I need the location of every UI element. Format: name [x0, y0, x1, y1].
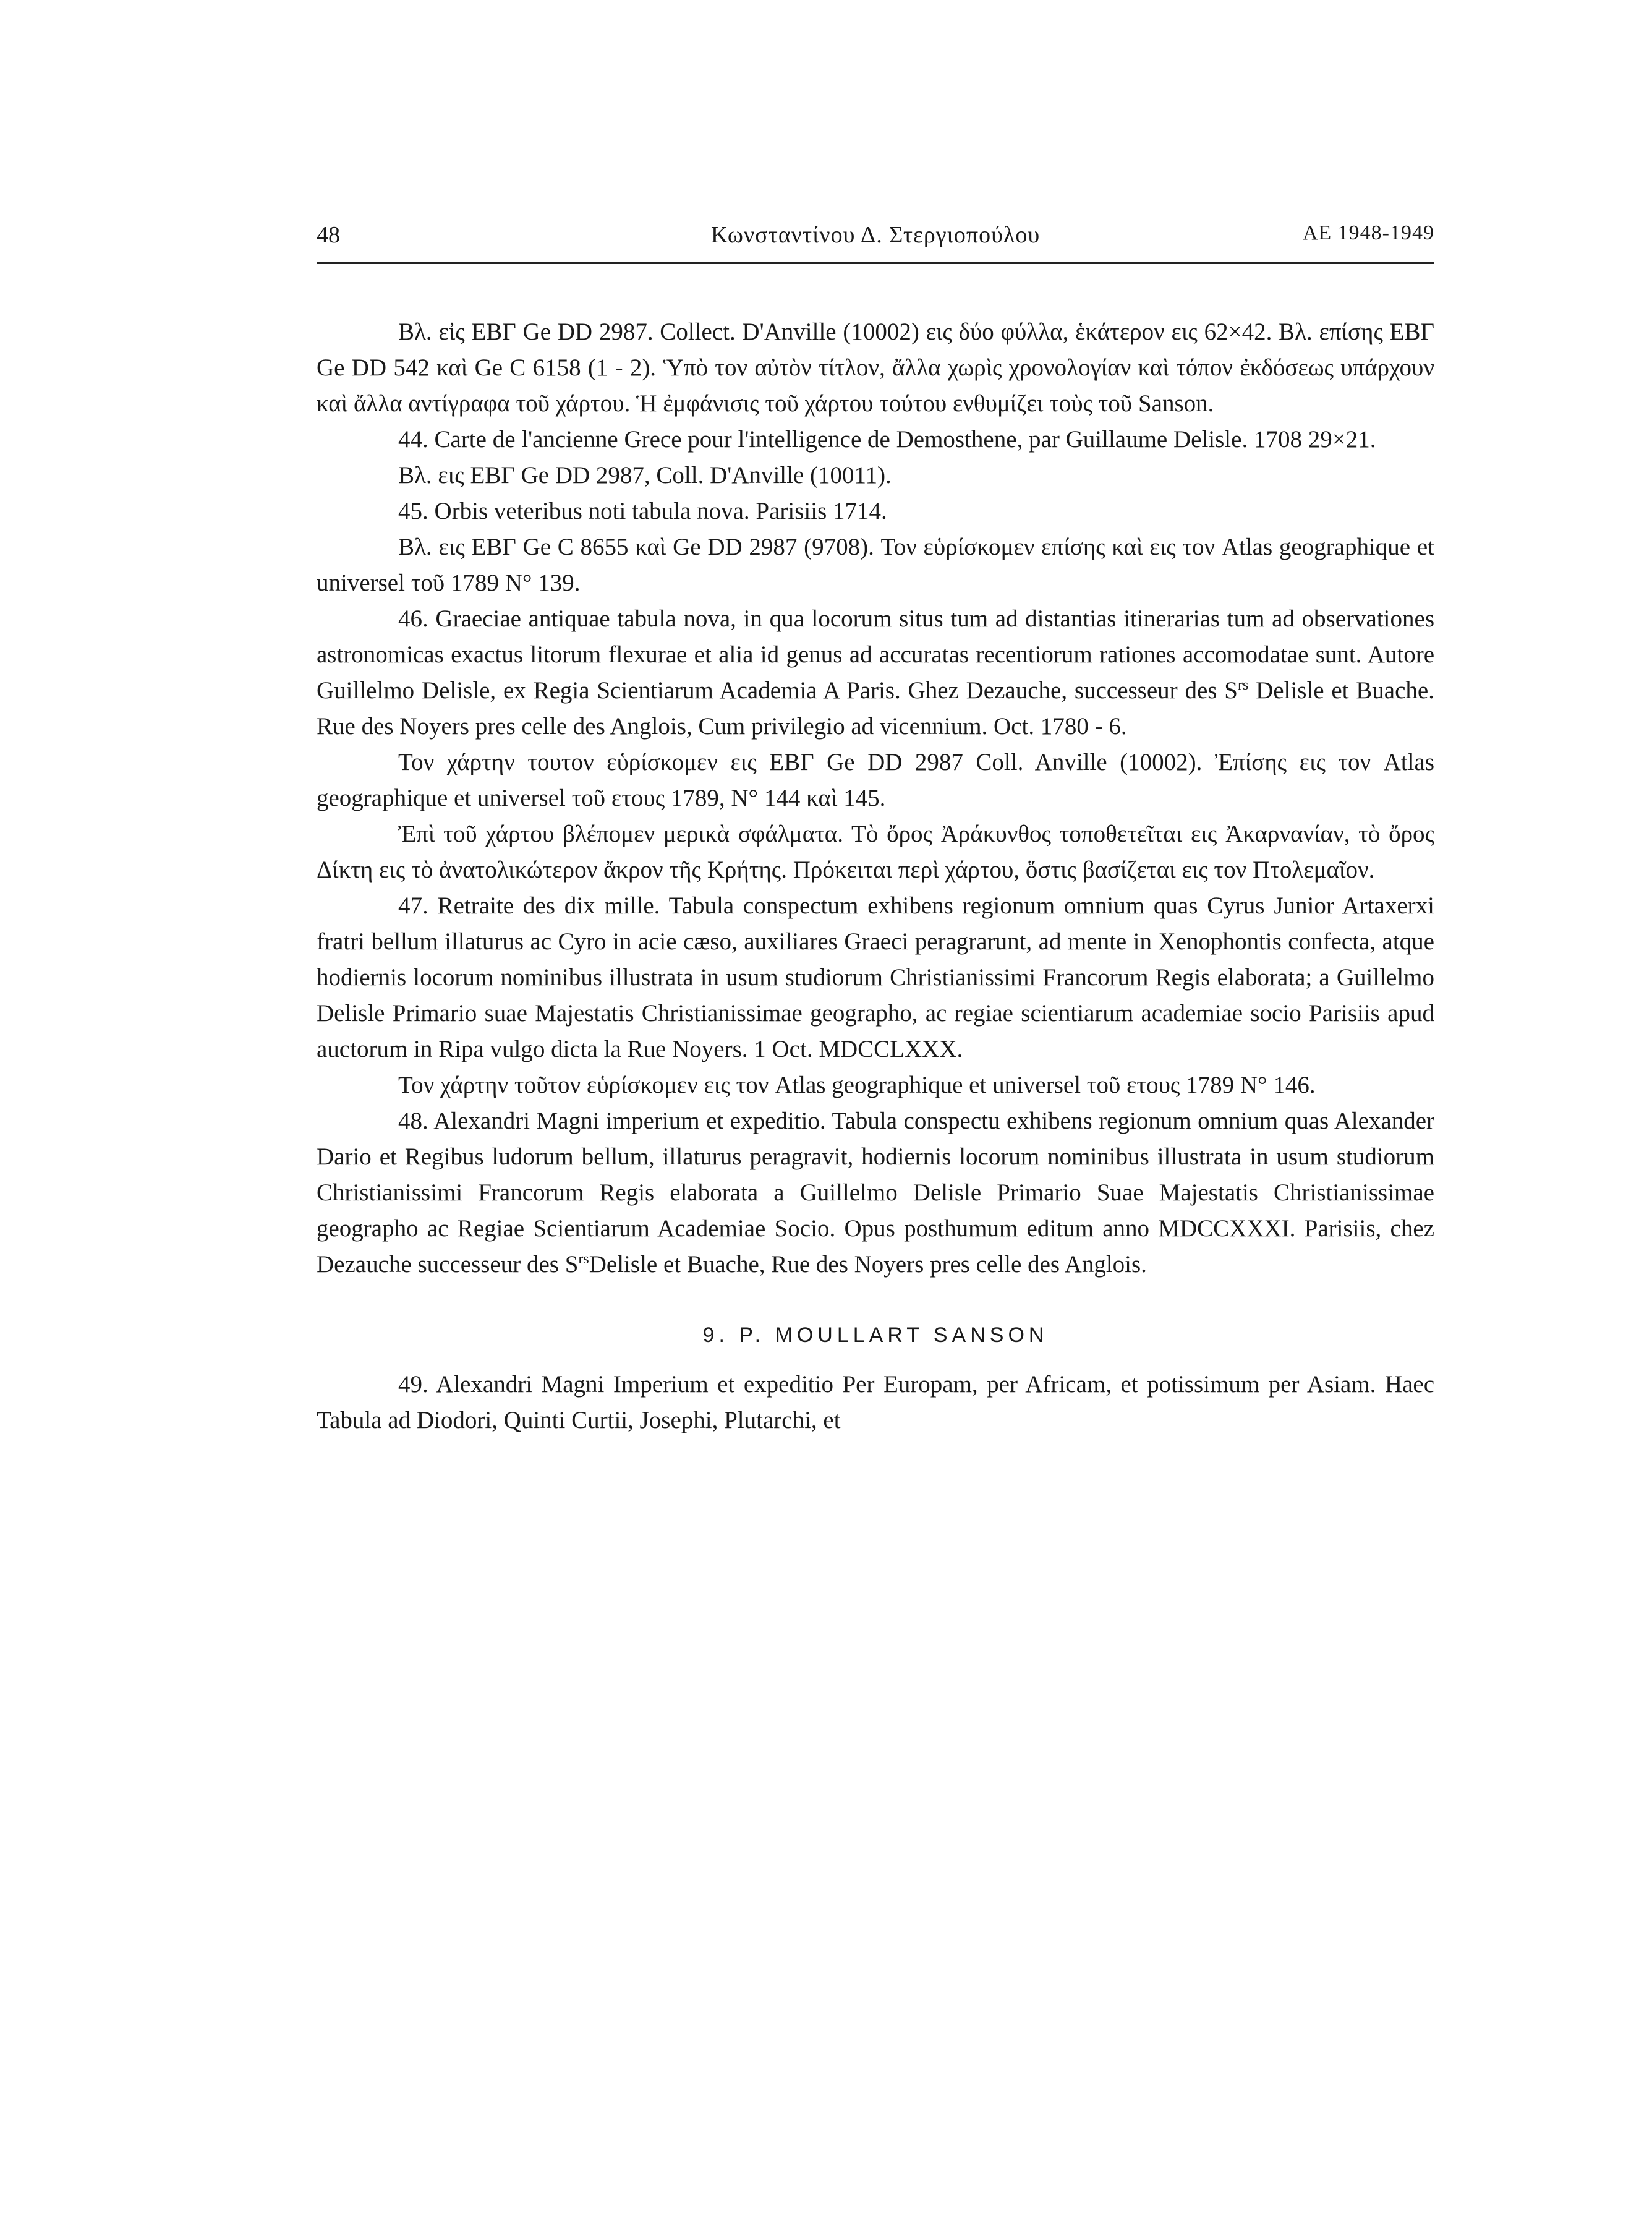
- entry-48-tail: Delisle et Buache, Rue des Noyers pres celle des Anglois.: [589, 1251, 1147, 1278]
- body-text: [317, 314, 1434, 1438]
- entry-49: 49. Alexandri Magni Imperium et expeditio Per Europam, per Africam, et potissimum per Asiam. Haec Tabula ad Diodori, Quinti Curtii, Josephi, Plutarchi, et: [317, 1371, 1434, 1433]
- running-title: Κωνσταντίνου Δ. Στεργιοπούλου: [710, 222, 1041, 248]
- page-header: [317, 221, 1434, 258]
- entry-48-text: 48. Alexandri Magni imperium et expeditio. Tabula conspectu exhibens regionum omnium quas Alexander Dario et Regibus ludorum bellum, illaturus peragravit, hodiernis locorum nominibus illustrata in usum studiorum Christianissimi Francorum Regis elaborata a Guillelmo Delisle Primario Suae Majestatis Christianissimae geographo ac Regiae Scientiarum Academiae Socio. Opus posthumum editum anno MDCCXXXI. Parisiis, chez Dezauche successeur des S: [317, 1108, 1434, 1278]
- volume-label: ΑΕ 1948-1949: [1302, 221, 1434, 244]
- entry-46-tail: Delisle et Buache. Rue des Noyers pres celle des Anglois, Cum privilegio ad vicennium. Oct. 1780 - 6.: [317, 677, 1434, 740]
- entry-48: [317, 1103, 1434, 1283]
- reference-47: Τον χάρτην τοῦτον εὑρίσκομεν εις τον Atlas geographique et universel τοῦ ετους 1789 N° 146.: [398, 1072, 1316, 1098]
- paragraph: Βλ. εἰς ΕΒΓ Ge DD 2987. Collect. D'Anville (10002) εις δύο φύλλα, ἑκάτερον εις 62×42. Βλ. επίσης ΕΒΓ Ge DD 542 καὶ Ge C 6158 (1 - 2). Ὑπὸ τον αὐτὸν τίτλον, ἄλλα χωρὶς χρονολογίαν καὶ τόπον ἐκδόσεως υπάρχουν καὶ ἄλλα αντίγραφα τοῦ χάρτου. Ἡ ἐμφάνισις τοῦ χάρτου τούτου ενθυμίζει τοὺς τοῦ Sanson.: [317, 318, 1434, 417]
- superscript: rs: [578, 1251, 589, 1267]
- entry-46-text: 46. Graeciae antiquae tabula nova, in qua locorum situs tum ad distantias itinerarias tum ad observationes astronomicas exactus litorum flexurae et alia id genus ad accuratas recentiorum rationes accomodatae sunt. Autore Guillelmo Delisle, ex Regia Scientiarum Academia A Paris. Ghez Dezauche, successeur des S: [317, 605, 1434, 704]
- reference-45: Βλ. εις ΕΒΓ Ge C 8655 καὶ Ge DD 2987 (9708). Τον εὑρίσκομεν επίσης καὶ εις τον Atlas geographique et universel τοῦ 1789 N° 139.: [317, 534, 1434, 596]
- page-number: 48: [317, 222, 340, 248]
- reference-44: Βλ. εις ΕΒΓ Ge DD 2987, Coll. D'Anville (10011).: [398, 462, 892, 489]
- reference-46: Τον χάρτην τουτον εὑρίσκομεν εις ΕΒΓ Ge DD 2987 Coll. Anville (10002). Ἐπίσης εις τον Atlas geographique et universel τοῦ ετους 1789, N° 144 καὶ 145.: [317, 749, 1434, 811]
- section-heading: 9. P. MOULLART SANSON: [702, 1323, 1049, 1347]
- entry-47: 47. Retraite des dix mille. Tabula conspectum exhibens regionum omnium quas Cyrus Junior Artaxerxi fratri bellum illaturus ac Cyro in acie cæso, auxiliares Graeci peragrarunt, ad mente in Xenophontis confecta, atque hodiernis locorum nominibus illustrata in usum studiorum Christianissimi Francorum Regis elaborata; a Guillelmo Delisle Primario suae Majestatis Christianissimae geographo, ac regiae scientiarum academiae socio Parisiis apud auctorum in Ripa vulgo dicta la Rue Noyers. 1 Oct. MDCCLXXX.: [317, 892, 1434, 1062]
- entry-46: [317, 601, 1434, 745]
- entry-45: 45. Orbis veteribus noti tabula nova. Parisiis 1714.: [398, 498, 887, 524]
- commentary-46: Ἐπὶ τοῦ χάρτου βλέπομεν μερικὰ σφάλματα. Τὸ ὄρος Ἀράκυνθος τοποθετεῖται εις Ἀκαρνανίαν, τὸ ὄρος Δίκτη εις τὸ ἀνατολικώτερον ἄκρον τῆς Κρήτης. Πρόκειται περὶ χάρτου, ὅστις βασίζεται εις τον Πτολεμαῖον.: [317, 821, 1434, 883]
- superscript: rs: [1237, 677, 1249, 693]
- header-rule: [317, 262, 1434, 264]
- entry-44: 44. Carte de l'ancienne Grece pour l'intelligence de Demosthene, par Guillaume Delisle. 1708 29×21.: [398, 426, 1376, 453]
